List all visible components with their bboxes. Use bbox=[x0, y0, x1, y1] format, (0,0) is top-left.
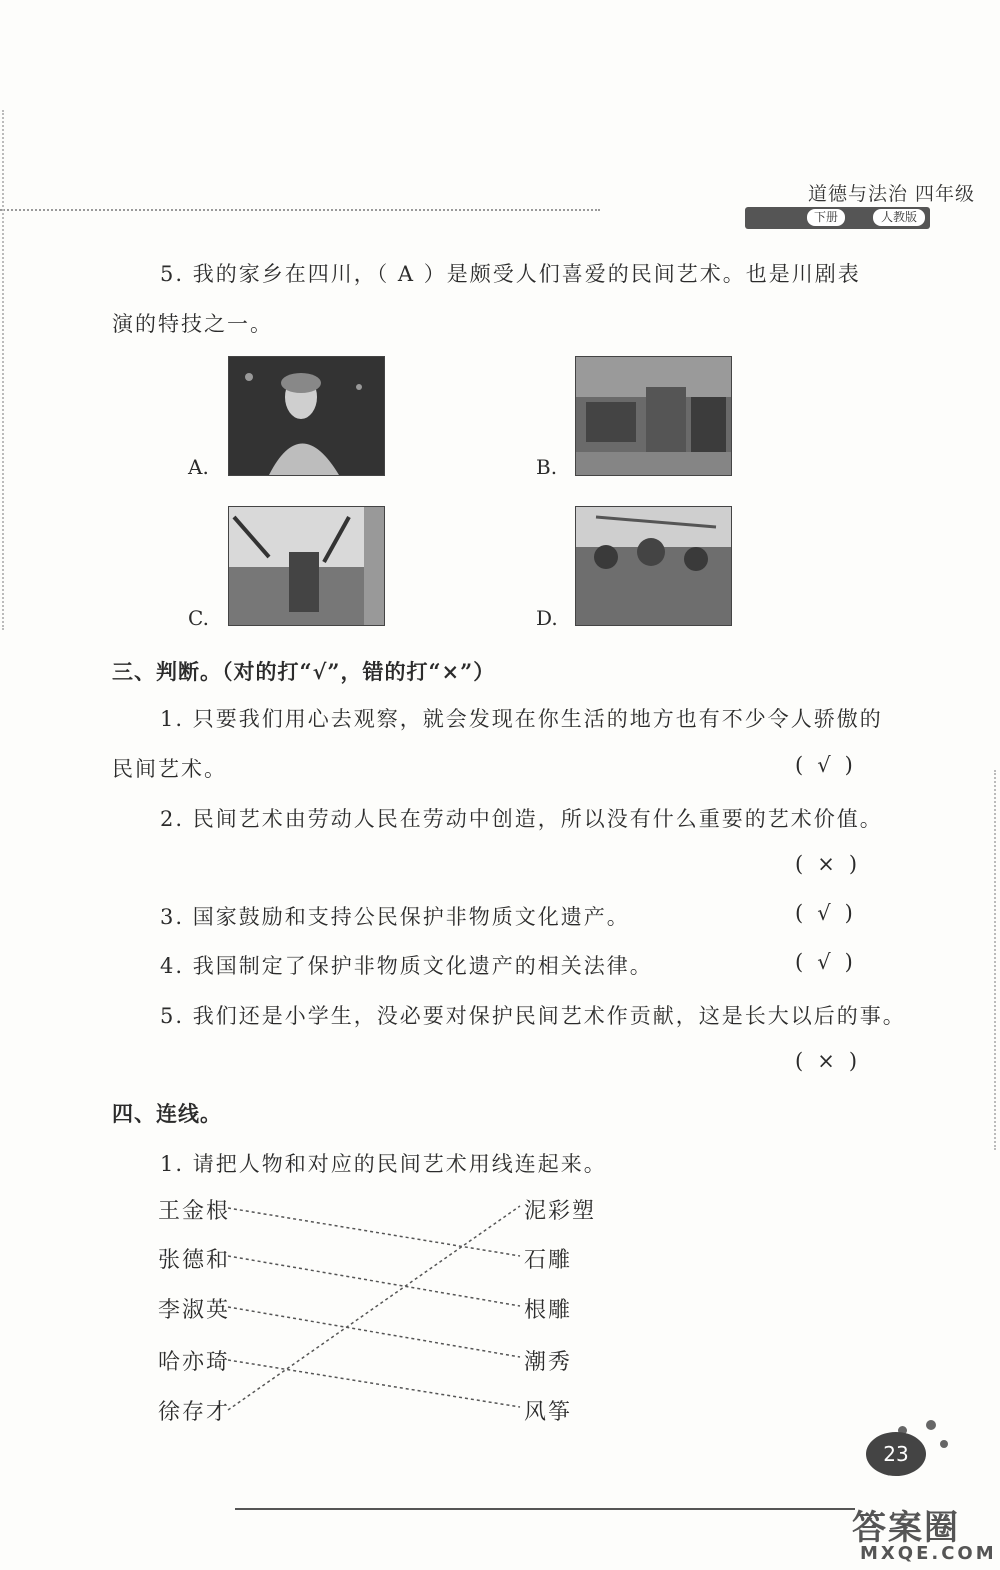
judge3-line1: 3. 国家鼓励和支持公民保护非物质文化遗产。 bbox=[160, 905, 630, 929]
art-4: 潮秀 bbox=[524, 1350, 573, 1375]
judge5-line1: 5. 我们还是小学生，没必要对保护民间艺术作贡献，这是长大以后的事。 bbox=[160, 1004, 906, 1028]
judge3-answer: (√) bbox=[795, 901, 867, 925]
decor-dot-3 bbox=[940, 1440, 948, 1448]
section3-title: 三、判断。（对的打“√”，错的打“×”） bbox=[112, 659, 496, 684]
person-5: 徐存才 bbox=[158, 1400, 231, 1425]
footer-rule bbox=[235, 1508, 855, 1510]
judge2-answer: (×) bbox=[795, 852, 872, 876]
line-xu-clay bbox=[228, 1206, 520, 1410]
judge1-mark: √ bbox=[817, 753, 845, 777]
art-2: 石雕 bbox=[524, 1248, 573, 1273]
judge5-answer: (×) bbox=[795, 1049, 872, 1073]
edition-label: 人教版 bbox=[873, 209, 925, 226]
judge3-mark: √ bbox=[817, 901, 845, 925]
option-c-label: C. bbox=[188, 606, 209, 630]
art-1: 泥彩塑 bbox=[524, 1199, 597, 1224]
judge4-answer: (√) bbox=[795, 950, 867, 974]
line-li-chaoxiu bbox=[228, 1307, 520, 1357]
watermark-url: MXQE.COM bbox=[860, 1543, 997, 1564]
page-number: 23 bbox=[866, 1432, 926, 1476]
section4-instruction: 1. 请把人物和对应的民间艺术用线连起来。 bbox=[160, 1152, 607, 1176]
section4-title: 四、连线。 bbox=[112, 1101, 222, 1126]
art-5: 风筝 bbox=[524, 1400, 573, 1425]
q5-line2: 演的特技之一。 bbox=[112, 312, 273, 336]
judge2-mark: × bbox=[817, 852, 849, 876]
person-2: 张德和 bbox=[158, 1248, 231, 1273]
person-1: 王金根 bbox=[158, 1199, 231, 1224]
header-title: 道德与法治 四年级 bbox=[808, 183, 976, 205]
line-zhang-root bbox=[228, 1256, 520, 1306]
judge1-line1: 1. 只要我们用心去观察，就会发现在你生活的地方也有不少令人骄傲的 bbox=[160, 707, 883, 731]
judge1-answer: (√) bbox=[795, 753, 867, 777]
judge2-line1: 2. 民间艺术由劳动人民在劳动中创造，所以没有什么重要的艺术价值。 bbox=[160, 807, 883, 831]
option-b-label: B. bbox=[536, 455, 558, 479]
line-ha-kite bbox=[228, 1360, 520, 1407]
volume-label: 下册 bbox=[807, 209, 845, 226]
q5-line1: 5. 我的家乡在四川，（ A ）是颇受人们喜爱的民间艺术。也是川剧表 bbox=[160, 262, 861, 286]
judge5-mark: × bbox=[817, 1049, 849, 1073]
judge4-line1: 4. 我国制定了保护非物质文化遗产的相关法律。 bbox=[160, 954, 653, 978]
line-wang-stone bbox=[228, 1208, 520, 1256]
art-3: 根雕 bbox=[524, 1298, 573, 1323]
judge4-mark: √ bbox=[817, 950, 845, 974]
person-3: 李淑英 bbox=[158, 1298, 231, 1323]
judge1-line2: 民间艺术。 bbox=[112, 757, 227, 781]
watermark-logo: 答案圈 bbox=[852, 1508, 960, 1548]
person-4: 哈亦琦 bbox=[158, 1350, 231, 1375]
option-d-label: D. bbox=[536, 606, 558, 630]
option-a-label: A. bbox=[188, 455, 209, 479]
decor-dot-2 bbox=[926, 1420, 936, 1430]
